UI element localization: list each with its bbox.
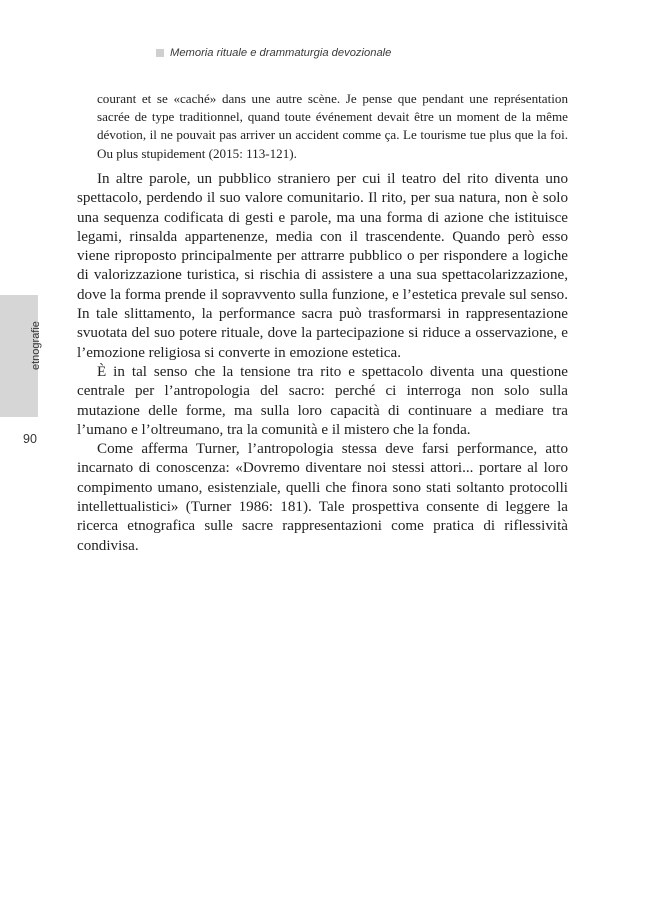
paragraph: È in tal senso che la tensione tra rito e spettacolo diventa una questione centrale per l’antropologia del sacro: perché ci interroga non solo sulla mutazione delle forme, ma sulla loro capacità di continuare a mediare tra l’umano e l’oltreumano, tra la comunità e il mistero che la fonda. xyxy=(77,363,568,438)
running-title: Memoria rituale e drammaturgia devozionale xyxy=(170,47,392,59)
paragraph: Come afferma Turner, l’antropologia stessa deve farsi performance, atto incarnato di conoscenza: «Dovremo diventare noi stessi attori... portare al loro compimento umano, esistenziale, quelli che finora sono stati soltanto protocolli intellettualistici» (Turner 1986: 181). Tale prospettiva consente di leggere la ricerca etnografica sulle sacre rappresentazioni come pratica di riflessività condivisa. xyxy=(77,441,568,554)
page-number: 90 xyxy=(23,432,37,446)
header-square-icon xyxy=(156,49,164,57)
running-header xyxy=(156,47,391,59)
block-quote: courant et se «caché» dans une autre scène. Je pense que pendant une représentation sacrée de type traditionnel, quand toute événement devait être un moment de la même dévotion, il ne pouvait pas arriver un accident comme ça. Le tourisme tue plus que la foi. Ou plus stupidement (2015: 113-121). xyxy=(97,91,568,161)
body-text xyxy=(77,170,568,556)
paragraph: In altre parole, un pubblico straniero per cui il teatro del rito diventa uno spettacolo, perdendo il suo valore comunitario. Il rito, per sua natura, non è solo una sequenza codificata di gesti e parole, ma una forma di azione che istituisce legami, rinsalda appartenenze, media con il trascendente. Quando però esso viene riproposto principalmente per attrarre pubblico o per rispondere a logiche di valorizzazione turistica, si rischia di assistere a una sua spettacolarizzazione, dove la forma prende il sopravvento sulla funzione, e l’estetica prevale sul senso. In tale slittamento, la performance sacra può trasformarsi in rappresentazione svuotata del suo potere rituale, dove la partecipazione si riduce a osservazione, e l’emozione religiosa si converte in emozione estetica. xyxy=(77,171,568,361)
section-label: etnografie xyxy=(30,321,42,370)
